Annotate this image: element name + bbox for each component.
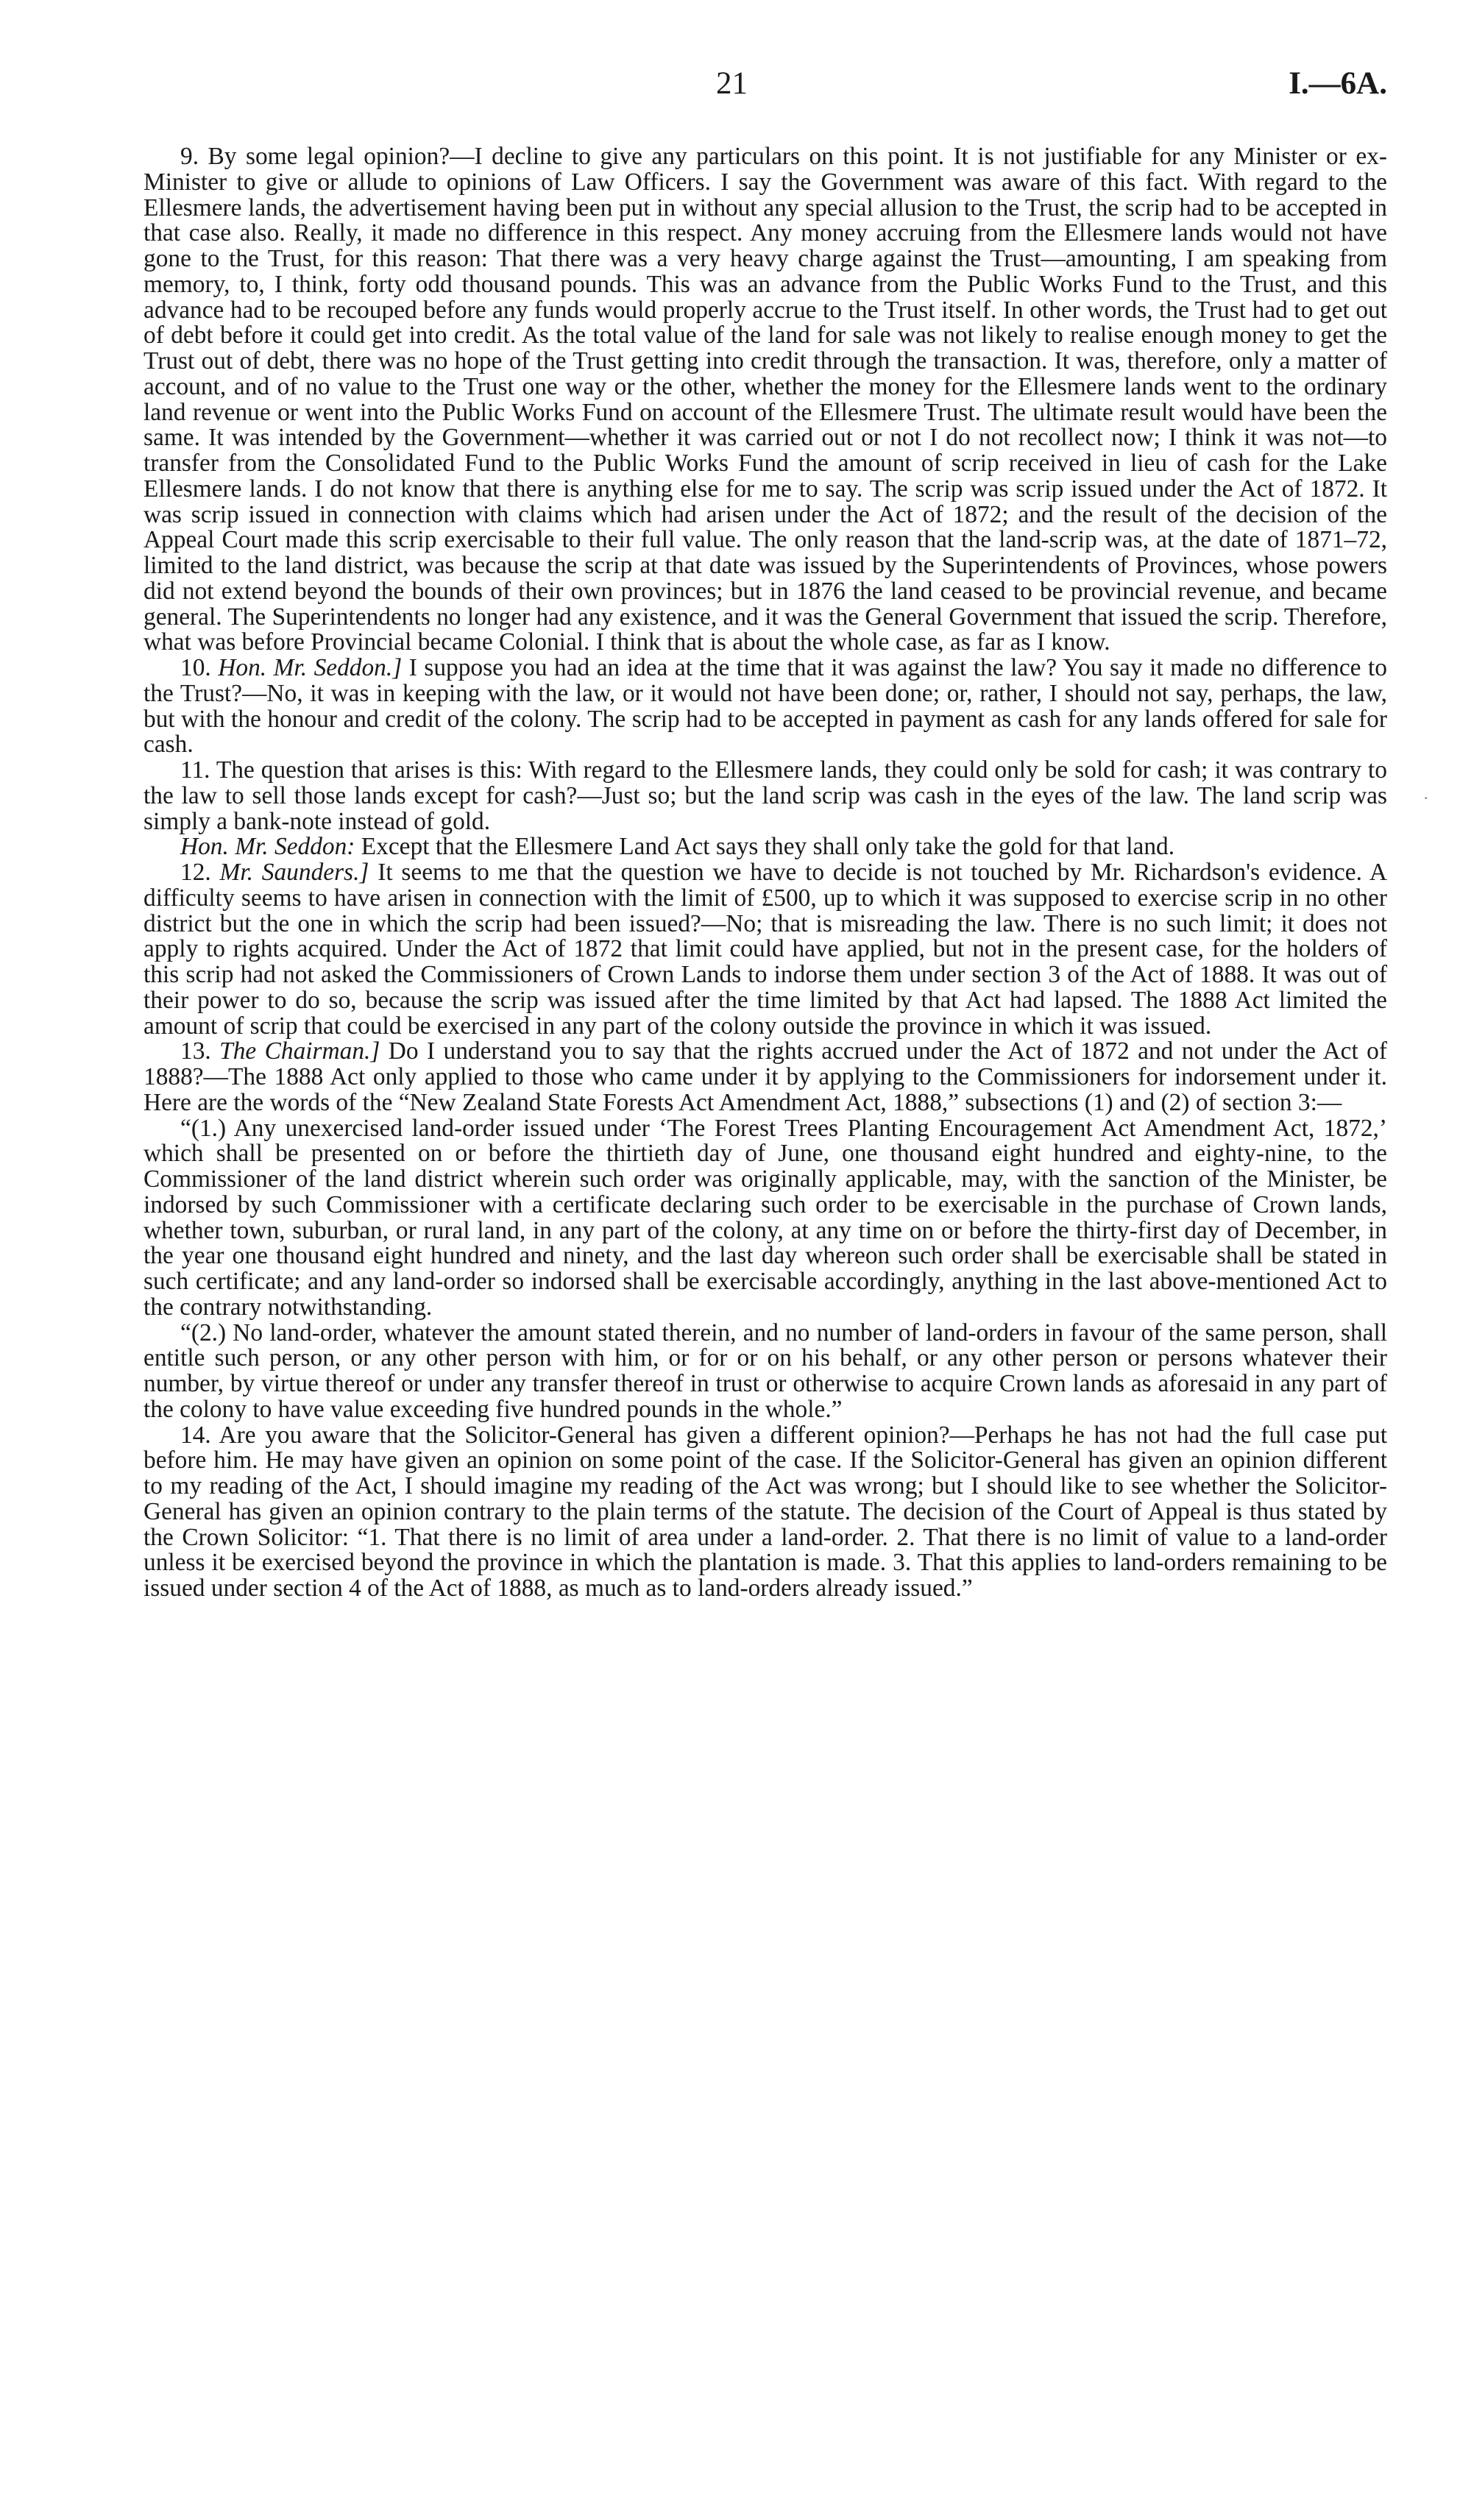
- statute-quote-subsection-1: [143, 1116, 1387, 1321]
- page-number: 21: [716, 66, 748, 101]
- paragraph-question-12: [143, 860, 1387, 1039]
- speaker-name: The Chairman.]: [219, 1037, 380, 1065]
- paragraph-text: Except that the Ellesmere Land Act says they shall only take the gold for that land.: [355, 833, 1175, 861]
- paragraph-question-10: [143, 656, 1387, 758]
- paragraph-answer-14: [143, 1423, 1387, 1602]
- paragraph-remark-seddon: [143, 834, 1387, 860]
- evidence-body: [143, 144, 1387, 1602]
- speaker-name: Hon. Mr. Seddon.]: [218, 654, 403, 681]
- question-number: 12.: [180, 859, 211, 886]
- speaker-name: Mr. Saunders.]: [219, 859, 369, 886]
- quote-text: “(2.) No land-order, whatever the amount stated therein, and no number of land-orders in favour of the same person, shall entitle such person, or any other person with him, or for or on his behalf, or any other person or persons whatever their number, by virtue thereof or under any transfer thereof in trust or otherwise to acquire Crown lands as aforesaid in any part of the colony to have value exceeding five hundred pounds in the whole.”: [143, 1318, 1387, 1423]
- question-number: 10.: [180, 654, 211, 681]
- page-header: [143, 65, 1387, 109]
- question-number: 13.: [180, 1037, 211, 1065]
- paragraph-text: Do I understand you to say that the rights accrued under the Act of 1872 and not under the Act of 1888?—The 1888 Act only applied to those who came under it by applying to the Commissioners for indorsement under it. Here are the words of the “New Zealand State Forests Act Amendment Act, 1888,” subsections (1) and (2) of section 3:—: [143, 1037, 1387, 1116]
- paragraph-text: 11. The question that arises is this: With regard to the Ellesmere lands, they could only be sold for cash; it was contrary to the law to sell those lands except for cash?—Just so; but the land scrip was cash in the eyes of the law. The land scrip was simply a bank-note instead of gold.: [143, 756, 1387, 835]
- margin-dot-mark: ·: [1423, 789, 1429, 807]
- paragraph-text: 14. Are you aware that the Solicitor-General has given a different opinion?—Perhaps he has not had the full case put before him. He may have given an opinion on some point of the case. If the Solicitor-General has given an opinion different to my reading of the Act, I should imagine my reading of the Act was wrong; but I should like to see whether the Solicitor-General has given an opinion contrary to the plain terms of the statute. The decision of the Court of Appeal is thus stated by the Crown Solicitor: “1. That there is no limit of area under a land-order. 2. That there is no limit of value to a land-order unless it be exercised beyond the province in which the plantation is made. 3. That this applies to land-orders remaining to be issued under section 4 of the Act of 1888, as much as to land-orders already issued.”: [143, 1421, 1387, 1602]
- paragraph-question-13: [143, 1039, 1387, 1115]
- paragraph-answer-9: [143, 144, 1387, 656]
- quote-text: “(1.) Any unexercised land-order issued under ‘The Forest Trees Planting Encouragement Act Amendment Act, 1872,’ which shall be presented on or before the thirtieth day of June, one thousand eight hundred and eighty-nine, to the Commissioner of the land district wherein such order was originally applicable, may, with the sanction of the Minister, be indorsed by such Commissioner with a certificate declaring such order to be exercisable in the purchase of Crown lands, whether town, suburban, or rural land, in any part of the colony, at any time on or before the thirty-first day of December, in the year one thousand eight hundred and ninety, and the last day whereon such order shall be exercisable shall be stated in such certificate; and any land-order so indorsed shall be exercisable accordingly, anything in the last above-mentioned Act to the contrary notwithstanding.: [143, 1114, 1387, 1321]
- statute-quote-subsection-2: [143, 1318, 1387, 1423]
- paragraph-answer-11: [143, 758, 1387, 834]
- document-reference: I.—6A.: [1289, 66, 1387, 101]
- paragraph-text: It seems to me that the question we have to decide is not touched by Mr. Richardson's evidence. A difficulty seems to have arisen in connection with the limit of £500, up to which it was supposed to exercise scrip in no other district but the one in which the scrip had been issued?—No; that is misreading the law. There is no such limit; it does not apply to rights acquired. Under the Act of 1872 that limit could have applied, but not in the present case, for the holders of this scrip had not asked the Commissioners of Crown Lands to indorse them under section 3 of the Act of 1888. It was out of their power to do so, because the scrip was issued after the time limited by that Act had lapsed. The 1888 Act limited the amount of scrip that could be exercised in any part of the colony outside the province in which it was issued.: [143, 859, 1387, 1040]
- paragraph-text: 9. By some legal opinion?—I decline to give any particulars on this point. It is not justifiable for any Minister or ex-Minister to give or allude to opinions of Law Officers. I say the Government was aware of this fact. With regard to the Ellesmere lands, the advertisement having been put in without any special allusion to the Trust, the scrip had to be accepted in that case also. Really, it made no difference in this respect. Any money accruing from the Ellesmere lands would not have gone to the Trust, for this reason: That there was a very heavy charge against the Trust—amounting, I am speaking from memory, to, I think, forty odd thousand pounds. This was an advance from the Public Works Fund to the Trust, and this advance had to be recouped before any funds would properly accrue to the Trust itself. In other words, the Trust had to get out of debt before it could get into credit. As the total value of the land for sale was not likely to realise enough money to get the Trust out of debt, there was no hope of the Trust getting into credit through the transaction. It was, therefore, only a matter of account, and of no value to the Trust one way or the other, whether the money for the Ellesmere lands went to the ordinary land revenue or went into the Public Works Fund on account of the Ellesmere Trust. The ultimate result would have been the same. It was intended by the Government—whether it was carried out or not I do not recollect now; I think it was not—to transfer from the Consolidated Fund to the Public Works Fund the amount of scrip received in lieu of cash for the Lake Ellesmere lands. I do not know that there is anything else for me to say. The scrip was scrip issued under the Act of 1872. It was scrip issued in connection with claims which had arisen under the Act of 1872; and the result of the decision of the Appeal Court made this scrip exercisable to their full value. The only reason that the land-scrip was, at the date of 1871–72, limited to the land district, was because the scrip at that date was issued by the Superintendents of Provinces, whose powers did not extend beyond the bounds of their own provinces; but in 1876 the land ceased to be provincial revenue, and became general. The Superintendents no longer had any existence, and it was the General Government that issued the scrip. Therefore, what was before Provincial became Colonial. I think that is about the whole case, as far as I know.: [143, 143, 1387, 656]
- speaker-name: Hon. Mr. Seddon:: [180, 833, 355, 861]
- paragraph-text: I suppose you had an idea at the time that it was against the law? You say it made no difference to the Trust?—No, it was in keeping with the law, or it would not have been done; or, rather, I should not say, perhaps, the law, but with the honour and credit of the colony. The scrip had to be accepted in payment as cash for any lands offered for sale for cash.: [143, 654, 1387, 759]
